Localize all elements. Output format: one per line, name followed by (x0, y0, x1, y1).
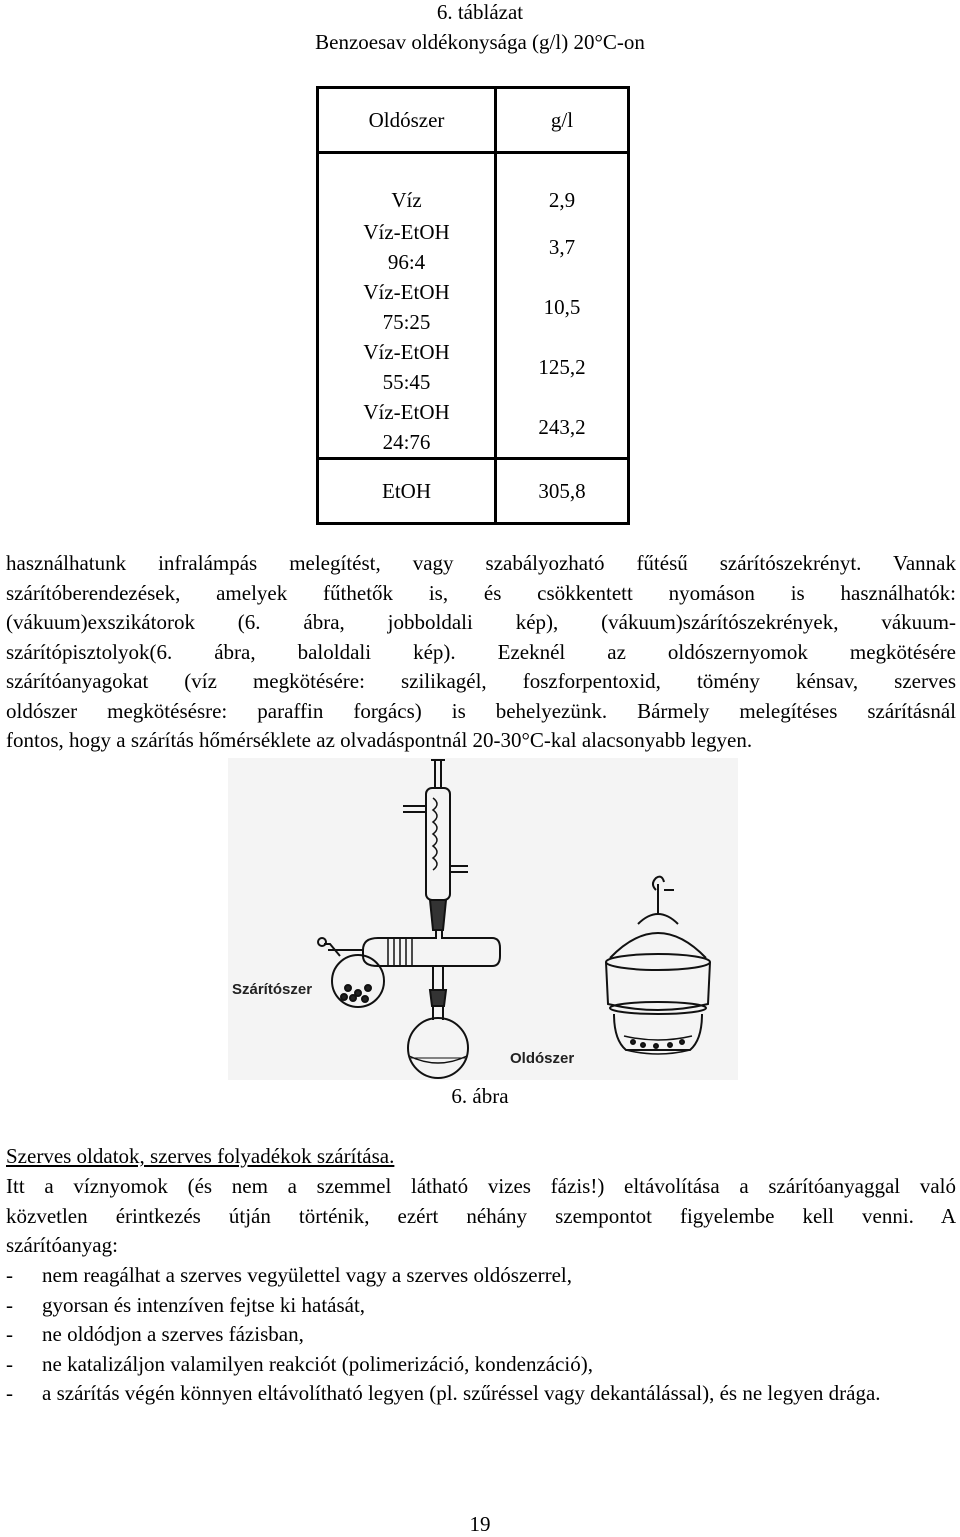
table-cell-solvent: Víz (318, 153, 496, 217)
text-line: közvetlen érintkezés útján történik, ezért néhány szempontot figyelembe kell venni. A (6, 1203, 956, 1228)
list-dash: - (6, 1292, 13, 1317)
page-number: 19 (469, 1512, 491, 1536)
list-dash: - (6, 1351, 13, 1376)
table-cell-value: 305,8 (496, 458, 629, 523)
text-line: fontos, hogy a szárítás hőmérséklete az olvadáspontnál 20-30°C-kal alacsonyabb legyen. (6, 728, 753, 752)
figure-label-solvent: Oldószer (510, 1050, 575, 1067)
figure-caption: 6. ábra (451, 1084, 509, 1108)
table-cell-value: 3,7 (496, 217, 629, 277)
table-row (318, 153, 629, 217)
table-caption-number: 6. táblázat (436, 0, 524, 24)
body-paragraph-organic-drying (6, 1172, 956, 1261)
list-item: - a szárítás végén könnyen eltávolítható legyen (pl. szűréssel vagy dekantálással), és ne legyen drága. (6, 1379, 956, 1409)
figure-label-dryer: Szárítószer (232, 981, 313, 998)
list-item: - nem reagálhat a szerves vegyülettel vagy a szerves oldószerrel, (6, 1261, 956, 1291)
table-cell-value: 125,2 (496, 337, 629, 397)
table-cell-solvent: Víz-EtOH 96:4 (318, 217, 496, 277)
list-item: - gyorsan és intenzíven fejtse ki hatását, (6, 1291, 956, 1321)
list-dash: - (6, 1322, 13, 1346)
table-cell-solvent: Víz-EtOH 75:25 (318, 277, 496, 337)
table-cell-solvent: Víz-EtOH 55:45 (318, 337, 496, 397)
table-cell-solvent: EtOH (318, 458, 496, 523)
table-row (318, 217, 629, 277)
solubility-table (316, 86, 630, 525)
list-dash: - (6, 1381, 13, 1405)
table-row (318, 397, 629, 459)
text-line: (vákuum)exszikátorok (6. ábra, jobboldali kép), (vákuum)szárítószekrények, vákuum- (6, 610, 956, 634)
text-line: szárítópisztolyok(6. ábra, baloldali kép). Ezeknél az oldószernyomok megkötésére (6, 639, 956, 664)
table-cell-value: 10,5 (496, 277, 629, 337)
list-item: - ne oldódjon a szerves fázisban, (6, 1320, 956, 1350)
table-cell-solvent: Víz-EtOH 24:76 (318, 397, 496, 459)
text-line: szárítóanyagokat (víz megkötésére: szilikagél, foszforpentoxid, tömény kénsav, szerves (6, 669, 956, 693)
table-caption-title: Benzoesav oldékonysága (g/l) 20°C-on (315, 30, 645, 54)
table-header-value: g/l (496, 88, 629, 153)
text-line: szárítóberendezések, amelyek fűthetők is, és csökkentett nyomáson is használhatók: (6, 580, 956, 605)
table-cell-value: 243,2 (496, 397, 629, 459)
table-header-row (318, 88, 629, 153)
text-line: használhatunk infralámpás melegítést, vagy szabályozható fűtésű szárítószekrényt. Vannak (6, 551, 956, 575)
table-row (318, 277, 629, 337)
table-cell-value: 2,9 (496, 153, 629, 217)
figure-drying-apparatus (228, 758, 738, 1080)
list-dash: - (6, 1263, 13, 1287)
table-row (318, 337, 629, 397)
text-line: szárítóanyag: (6, 1233, 118, 1257)
text-line: oldószer megkötésésre: paraffin forgács) is behelyezünk. Bármely melegítéses szárításnál (6, 698, 956, 723)
table-row (318, 458, 629, 523)
requirements-list (6, 1261, 956, 1409)
text-line: Itt a víznyomok (és nem a szemmel látható vizes fázis!) eltávolítása a szárítóanyaggal való (6, 1174, 956, 1198)
table-header-solvent: Oldószer (318, 88, 496, 153)
section-heading: Szerves oldatok, szerves folyadékok szárítása. (6, 1144, 395, 1168)
list-item: - ne katalizáljon valamilyen reakciót (polimerizáció, kondenzáció), (6, 1350, 956, 1380)
body-paragraph-drying (6, 549, 956, 756)
